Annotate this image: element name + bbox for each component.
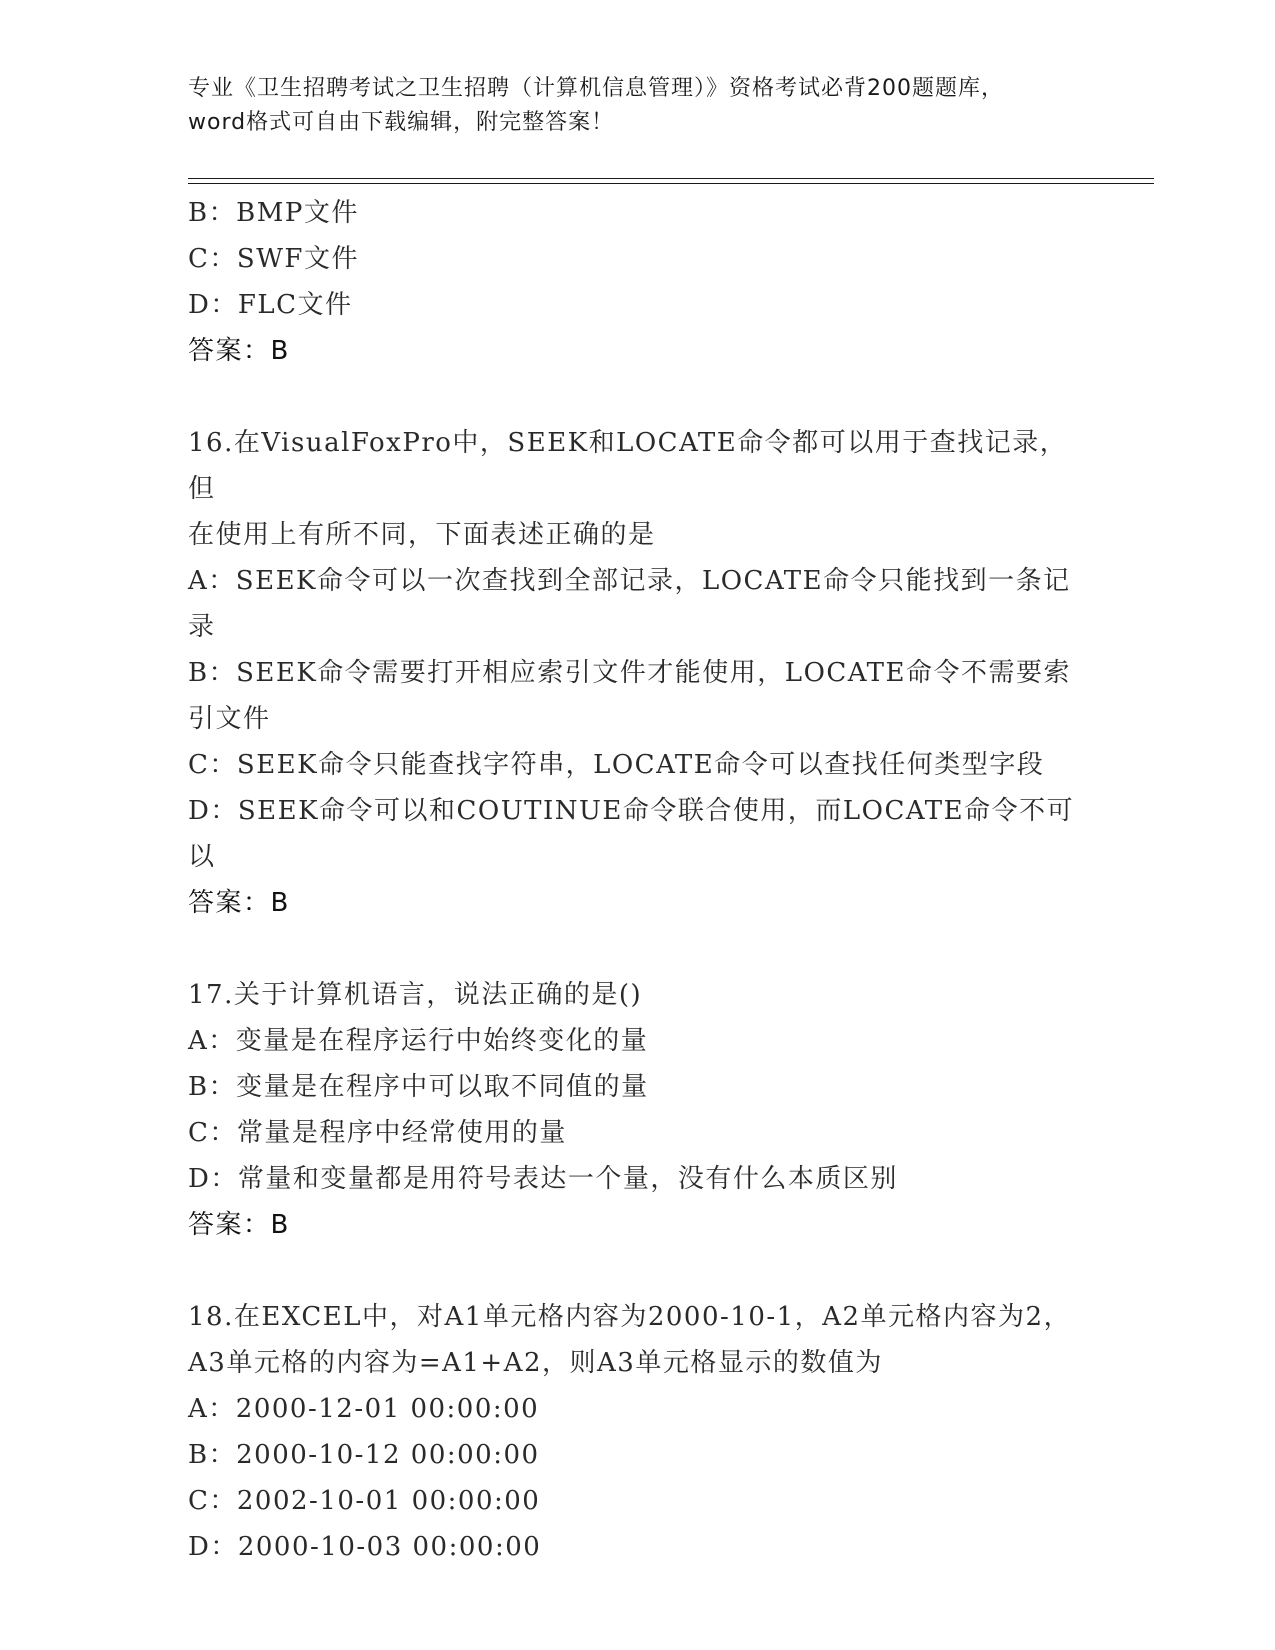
q17-option-c: C：常量是程序中经常使用的量 [188, 1118, 567, 1148]
header-divider-bottom [188, 183, 1154, 184]
question-16 [188, 420, 1088, 926]
q16-answer: 答案：B [188, 888, 290, 918]
header-title-line-1: 专业《卫生招聘考试之卫生招聘（计算机信息管理）》资格考试必背200题题库， [188, 76, 1004, 101]
q18-stem-line-1: 18.在EXCEL中，对A1单元格内容为2000-10-1，A2单元格内容为2， [188, 1302, 1072, 1332]
q15-answer: 答案：B [188, 336, 290, 366]
q17-option-b: B：变量是在程序中可以取不同值的量 [188, 1072, 649, 1102]
q16-stem-line-1: 16.在VisualFoxPro中，SEEK和LOCATE命令都可以用于查找记录，但 [188, 428, 1068, 504]
header-divider-top [188, 178, 1154, 179]
q17-stem: 17.关于计算机语言，说法正确的是() [188, 980, 643, 1010]
q17-option-a: A：变量是在程序运行中始终变化的量 [188, 1026, 649, 1056]
spacer [188, 374, 1088, 420]
q16-option-a-line-1: A：SEEK命令可以一次查找到全部记录，LOCATE命令只能找到一条记 [188, 566, 1071, 596]
header-title-line-2: word格式可自由下载编辑，附完整答案！ [188, 110, 615, 135]
q15-option-c: C：SWF文件 [188, 244, 359, 274]
question-15-tail [188, 190, 1088, 374]
q16-option-a-line-2: 录 [188, 612, 216, 642]
q17-answer: 答案：B [188, 1210, 290, 1240]
document-header [188, 72, 1088, 140]
q16-option-b-line-2: 引文件 [188, 704, 271, 734]
q18-option-a: A：2000-12-01 00:00:00 [188, 1394, 540, 1424]
document-body [188, 190, 1088, 1570]
q18-option-c: C：2002-10-01 00:00:00 [188, 1486, 541, 1516]
q18-stem-line-2: A3单元格的内容为=A1+A2，则A3单元格显示的数值为 [188, 1348, 883, 1378]
q15-option-d: D：FLC文件 [188, 290, 353, 320]
q16-option-c: C：SEEK命令只能查找字符串，LOCATE命令可以查找任何类型字段 [188, 750, 1045, 780]
q16-option-d: D：SEEK命令可以和COUTINUE命令联合使用，而LOCATE命令不可以 [188, 796, 1075, 872]
spacer [188, 926, 1088, 972]
question-17 [188, 972, 1088, 1248]
q15-option-b: B：BMP文件 [188, 198, 359, 228]
q16-option-b-line-1: B：SEEK命令需要打开相应索引文件才能使用，LOCATE命令不需要索 [188, 658, 1071, 688]
question-18 [188, 1294, 1088, 1570]
spacer [188, 1248, 1088, 1294]
q16-stem-line-2: 在使用上有所不同，下面表述正确的是 [188, 520, 656, 550]
q17-option-d: D：常量和变量都是用符号表达一个量，没有什么本质区别 [188, 1164, 898, 1194]
q18-option-b: B：2000-10-12 00:00:00 [188, 1440, 540, 1470]
q18-option-d: D：2000-10-03 00:00:00 [188, 1532, 542, 1562]
